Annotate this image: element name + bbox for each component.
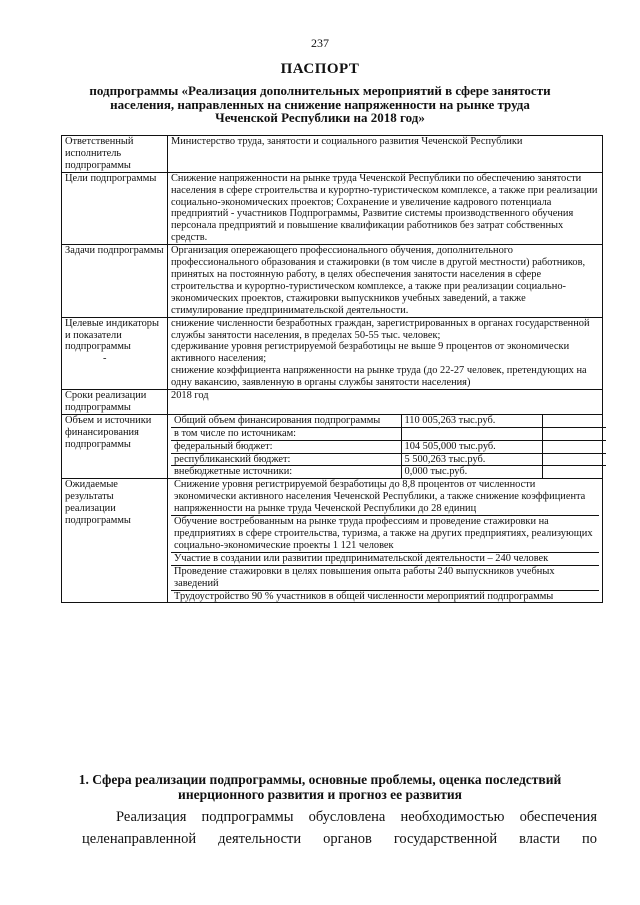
goals-value: Снижение напряженности на рынке труда Чеченской Республики по обеспечению занятости населения в сфере строительства и курортно-туристическом комплексе, а также при реализации социально-экономических проектов; Сохранение и увеличение кадрового потенциала предприятий - участников Подпрограммы, Развитие системы производственного обучения персонала предприятий и повышение квалификации работников без затрат собственных средств. xyxy=(168,172,603,244)
body-paragraph: Реализация подпрограммы обусловлена необходимостью обеспечения целенаправленной деятельности органов государственной власти по xyxy=(82,809,597,847)
row-responsible xyxy=(62,136,603,173)
funding-row xyxy=(171,453,606,466)
timing-label: Сроки реализации подпрограммы xyxy=(62,390,168,415)
funding-empty-cell xyxy=(542,415,606,427)
row-tasks xyxy=(62,245,603,317)
result-item: Снижение уровня регистрируемой безработицы до 8,8 процентов от численности экономически активного населения Чеченской Республики, а также снижение коэффициента напряженности на рынке труда Чеченской Республики до 28 единиц xyxy=(171,479,599,515)
funding-table xyxy=(171,415,606,479)
result-item: Обучение востребованным на рынке труда профессиям и проведение стажировки на предприятиях в сфере строительства, туризма, а также на других предприятиях, реализующих социально-экономические проекты 1 121 человек xyxy=(171,516,599,553)
indicators-value xyxy=(168,317,603,389)
result-row xyxy=(171,590,599,602)
indicator-item: сдерживание уровня регистрируемой безработицы не выше 9 процентов от экономически активного населения; xyxy=(171,341,570,365)
funding-empty-cell xyxy=(401,427,542,440)
indicators-label-cell xyxy=(62,317,168,389)
funding-sources-label: в том числе по источникам: xyxy=(171,427,401,440)
funding-row-value: 5 500,263 тыс.руб. xyxy=(401,453,542,466)
row-timing xyxy=(62,390,603,415)
funding-empty-cell xyxy=(542,466,606,478)
funding-row-value: 0,000 тыс.руб. xyxy=(401,466,542,478)
indicator-item: снижение коэффициента напряженности на рынке труда (до 22-27 человек, претендующих на одну вакансию, заявленную в органы службы занятости населения) xyxy=(171,365,587,389)
row-goals xyxy=(62,172,603,244)
funding-empty-cell xyxy=(542,440,606,453)
goals-label: Цели подпрограммы xyxy=(62,172,168,244)
passport-table xyxy=(61,135,603,603)
funding-row-label: внебюджетные источники: xyxy=(171,466,401,478)
document-title: ПАСПОРТ xyxy=(280,61,360,77)
funding-total-row xyxy=(171,415,606,427)
funding-row xyxy=(171,466,606,478)
indicators-dash: - xyxy=(103,353,107,365)
timing-value: 2018 год xyxy=(168,390,603,415)
funding-empty-cell xyxy=(542,453,606,466)
funding-row xyxy=(171,440,606,453)
page-number: 237 xyxy=(311,36,329,50)
funding-row-label: республиканский бюджет: xyxy=(171,453,401,466)
result-row xyxy=(171,552,599,565)
funding-table-cell xyxy=(168,414,603,479)
responsible-value: Министерство труда, занятости и социального развития Чеченской Республики xyxy=(168,136,603,173)
indicators-label: Целевые индикаторы и показатели подпрограммы xyxy=(65,317,159,353)
funding-row-value: 104 505,000 тыс.руб. xyxy=(401,440,542,453)
section-heading: 1. Сфера реализации подпрограммы, основные проблемы, оценка последствий инерционного развития и прогноз ее развития xyxy=(78,772,562,802)
result-item: Участие в создании или развитии предпринимательской деятельности – 240 человек xyxy=(171,552,599,565)
row-results xyxy=(62,479,603,603)
results-table xyxy=(171,479,599,602)
funding-row-label: федеральный бюджет: xyxy=(171,440,401,453)
funding-sources-row xyxy=(171,427,606,440)
result-item: Проведение стажировки в целях повышения опыта работы 240 выпускников учебных заведений xyxy=(171,565,599,590)
row-funding xyxy=(62,414,603,479)
row-indicators xyxy=(62,317,603,389)
tasks-label: Задачи подпрограммы xyxy=(62,245,168,317)
funding-label: Объем и источники финансирования подпрограммы xyxy=(62,414,168,479)
funding-total-value: 110 005,263 тыс.руб. xyxy=(401,415,542,427)
result-item: Трудоустройство 90 % участников в общей численности мероприятий подпрограммы xyxy=(171,590,599,602)
result-row xyxy=(171,516,599,553)
result-row xyxy=(171,479,599,515)
funding-empty-cell xyxy=(542,427,606,440)
tasks-value: Организация опережающего профессионального обучения, дополнительного профессионального образования и стажировки (в том числе в другой местности) работников, принятых на постоянную работу, в целях обеспечения занятости населения в сфере строительства и курортно-туристическом комплексе, а также при реализации социально-экономических проектов, стажировки выпускников учебных заведений, а также стимулирование предпринимательской деятельности. xyxy=(168,245,603,317)
results-label: Ожидаемые результаты реализации подпрограммы xyxy=(62,479,168,603)
document-subtitle: подпрограммы «Реализация дополнительных мероприятий в сфере занятости населения, направленных на снижение напряженности на рынке труда Чеченской Республики на 2018 год» xyxy=(89,83,551,125)
results-table-cell xyxy=(168,479,603,603)
responsible-label: Ответственный исполнитель подпрограммы xyxy=(62,136,168,173)
indicator-item: снижение численности безработных граждан, зарегистрированных в органах государственной службы занятости населения, в пределах 50-55 тыс. человек; xyxy=(171,317,590,341)
result-row xyxy=(171,565,599,590)
funding-total-label: Общий объем финансирования подпрограммы xyxy=(171,415,401,427)
